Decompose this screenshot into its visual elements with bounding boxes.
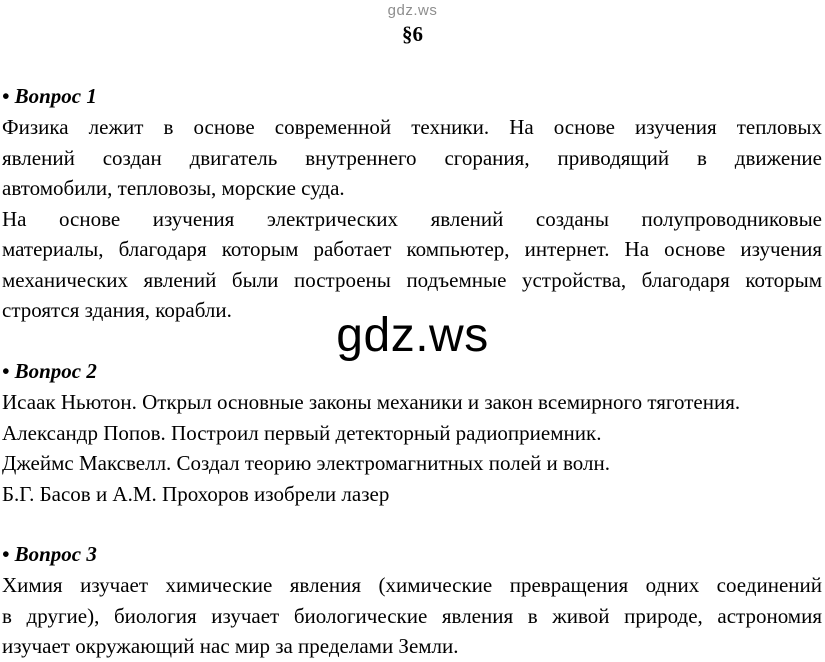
answer-line: явлений создан двигатель внутреннего сгорания, приводящий в движение: [2, 145, 822, 170]
answer-line: Физика лежит в основе современной техники. На основе изучения тепловых: [2, 115, 822, 139]
question-3-answer: [2, 570, 822, 662]
question-3-heading: • Вопрос 3: [2, 542, 97, 566]
watermark: gdz.ws: [336, 309, 489, 362]
answer-line: материалы, благодаря которым работает компьютер, интернет. На основе изучения: [2, 237, 822, 261]
answer-line: Исаак Ньютон. Открыл основные законы механики и закон всемирного тяготения.: [2, 390, 741, 414]
question-2-heading: • Вопрос 2: [2, 359, 97, 383]
answer-line: механических явлений были построены подъемные устройства, благодаря которым: [2, 267, 822, 292]
answer-line: в другие), биология изучает биологические явления в живой природе, астрономия: [2, 603, 822, 628]
answer-line: строятся здания, корабли.: [2, 298, 232, 322]
site-tag: gdz.ws: [387, 2, 438, 19]
section-number: §6: [402, 22, 423, 46]
question-1-heading: • Вопрос 1: [2, 84, 97, 108]
question-2-answer: [2, 387, 822, 509]
answer-line: Александр Попов. Построил первый детекторный радиоприемник.: [2, 420, 602, 445]
question-1-answer: [2, 112, 822, 326]
answer-line: На основе изучения электрических явлений созданы полупроводниковые: [2, 206, 822, 231]
answer-line: изучает окружающий нас мир за пределами Земли.: [2, 634, 459, 658]
answer-line: Б.Г. Басов и А.М. Прохоров изобрели лазер: [2, 481, 390, 506]
answer-line: Химия изучает химические явления (химические превращения одних соединений: [2, 573, 822, 597]
answer-line: автомобили, тепловозы, морские суда.: [2, 176, 345, 200]
answer-line: Джеймс Максвелл. Создал теорию электромагнитных полей и волн.: [2, 451, 610, 475]
